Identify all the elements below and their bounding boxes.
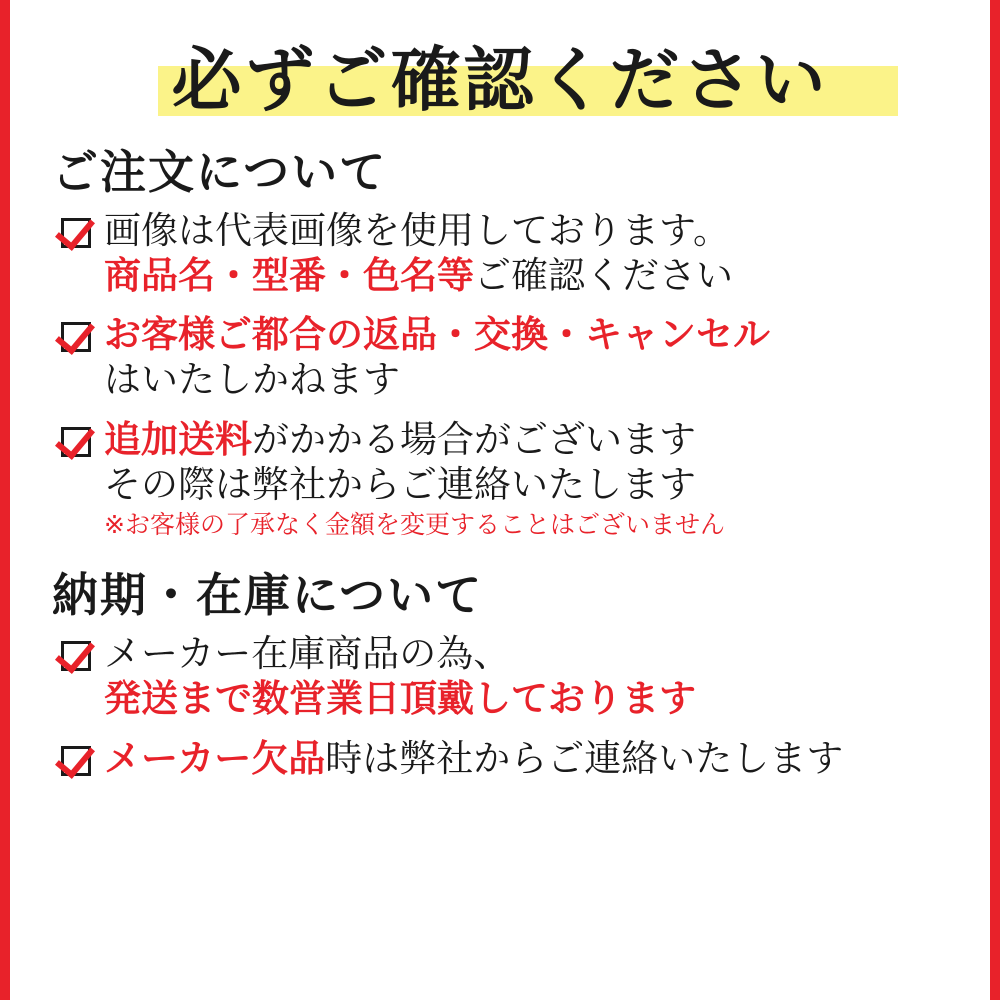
- list-item-text: [104, 208, 960, 298]
- list-item-line: [104, 417, 960, 462]
- list-item: [58, 208, 960, 298]
- list-item-line: [104, 736, 960, 781]
- list-item-line-rest: がかかる場合がございます: [252, 417, 696, 461]
- page-title: [40, 34, 960, 126]
- list-item-text: [104, 736, 960, 781]
- emphasis-text: メーカー欠品: [104, 736, 326, 780]
- list-item-note: ※お客様の了承なく金額を変更することはございません: [104, 509, 725, 539]
- list-item: [58, 417, 960, 542]
- emphasis-text: 追加送料: [104, 417, 252, 461]
- checkbox-checked-icon: [58, 742, 98, 782]
- list-item-line: 発送まで数営業日頂戴しております: [104, 677, 696, 721]
- list-item-line-rest: ご確認ください: [474, 254, 733, 298]
- list-item-line: お客様ご都合の返品・交換・キャンセル: [104, 313, 770, 357]
- notice-content: [10, 0, 990, 1000]
- list-item-line: 画像は代表画像を使用しております。: [104, 209, 731, 252]
- list-item-text: [104, 631, 960, 721]
- list-item-line: メーカー在庫商品の為、: [104, 632, 511, 676]
- list-item-text: [104, 417, 960, 542]
- checkbox-checked-icon: [58, 214, 98, 254]
- emphasis-text: 商品名・型番・色名等: [104, 254, 474, 298]
- checkbox-checked-icon: [58, 318, 98, 358]
- section-heading-delivery: 納期・在庫について: [52, 568, 484, 623]
- page-title-text: 必ずご確認ください: [171, 39, 829, 121]
- list-item-line-rest: 時は弊社からご連絡いたします: [325, 736, 844, 780]
- list-item-line: その際は弊社からご連絡いたします: [104, 462, 696, 506]
- list-item-line: [104, 253, 960, 298]
- checkbox-checked-icon: [58, 423, 98, 463]
- checkbox-checked-icon: [58, 637, 98, 677]
- list-item-line: はいたしかねます: [104, 358, 400, 402]
- list-item: [58, 631, 960, 721]
- list-item: [58, 312, 960, 402]
- section-heading-order: ご注文について: [52, 145, 388, 199]
- list-item: [58, 736, 960, 782]
- list-item-text: [104, 312, 960, 402]
